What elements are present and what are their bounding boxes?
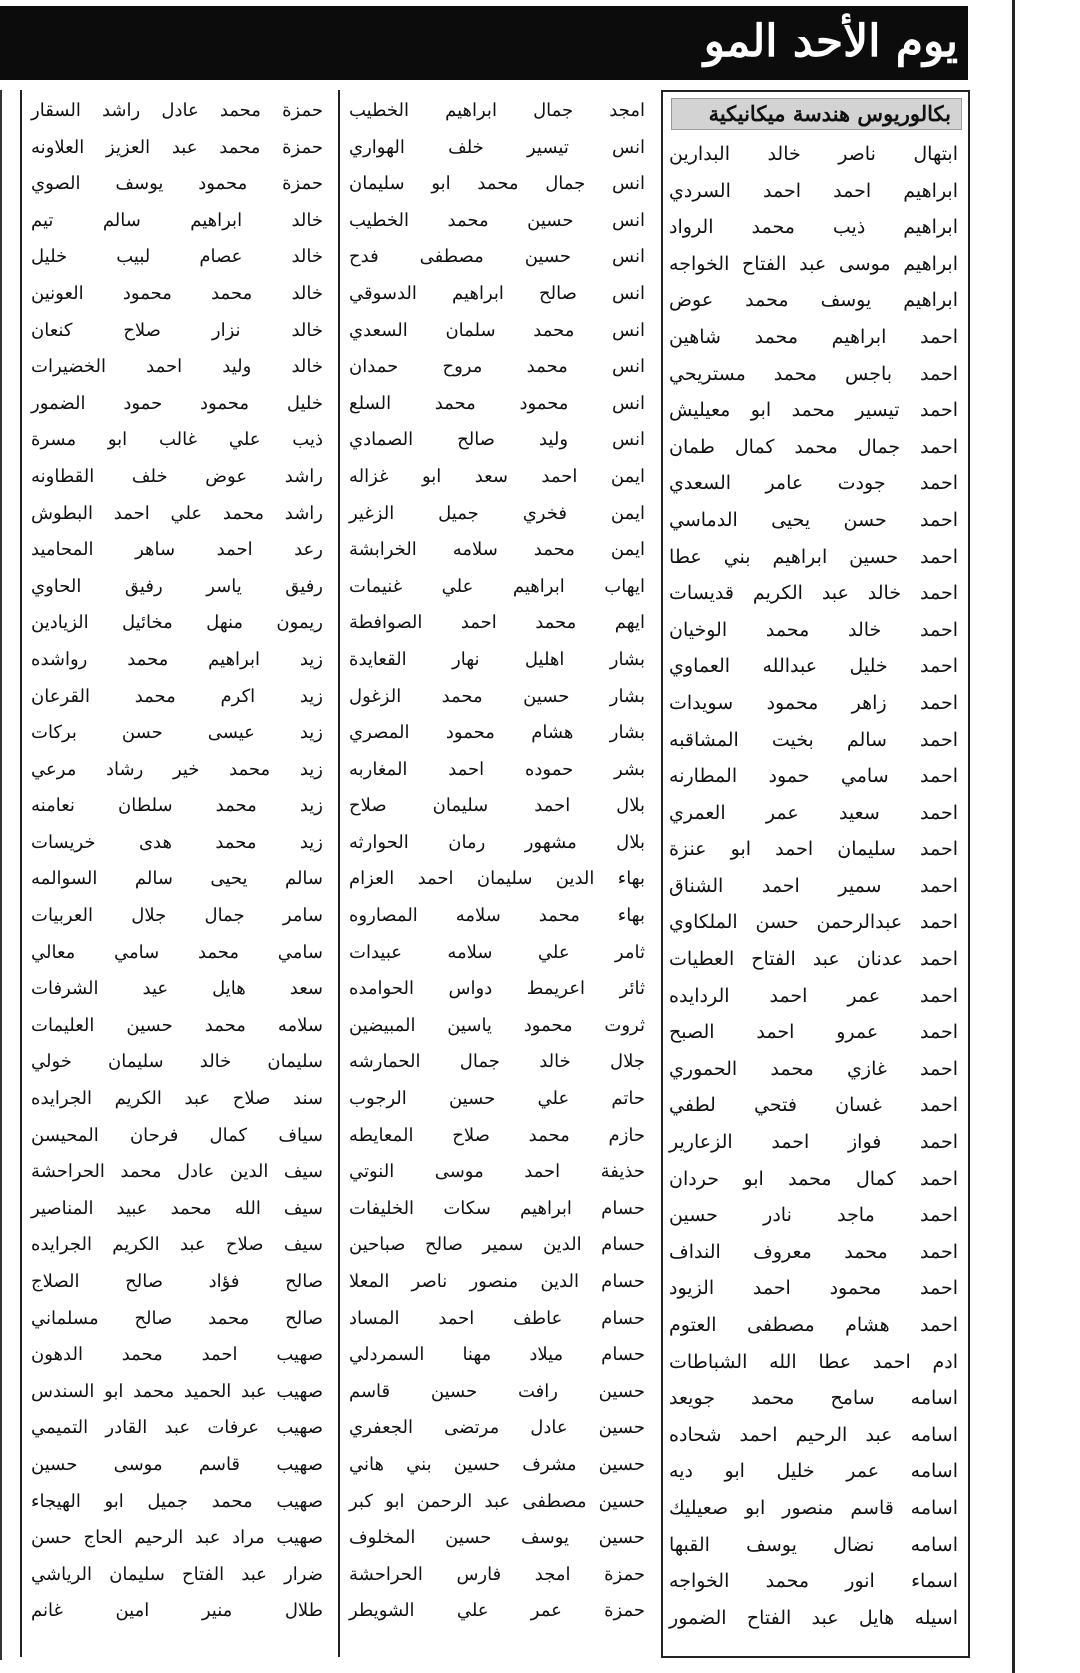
name-entry: اسامه سامح محمد جويعد (669, 1387, 958, 1410)
banner-title: يوم الأحد المو (703, 16, 958, 67)
name-entry: ثامر علي سلامه عبيدات (349, 941, 645, 963)
name-entry: احمد سالم بخيت المشاقبه (669, 728, 958, 751)
name-entry: انس حسين مصطفى فدح (349, 246, 645, 268)
name-entry: راشد محمد علي احمد البطوش (31, 502, 323, 524)
name-entry: حمزة عمر علي الشويطر (349, 1600, 645, 1622)
name-entry: احمد محمود احمد الزيود (669, 1277, 958, 1300)
name-entry: راشد عوض خلف القطاونه (31, 465, 323, 487)
name-entry: زيد محمد سلطان نعامنه (31, 795, 323, 817)
name-entry: سليمان خالد سليمان خولي (31, 1051, 323, 1073)
name-entry: حسين رافت حسين قاسم (349, 1380, 645, 1402)
name-entry: اسماء انور محمد الخواجه (669, 1570, 958, 1593)
name-entry: زيد محمد هدى خريسات (31, 831, 323, 853)
name-entry: اسامه عمر خليل ابو ديه (669, 1460, 958, 1483)
name-entry: بشار حسين محمد الزغول (349, 685, 645, 707)
name-entry: حسام ميلاد مهنا السمردلي (349, 1344, 645, 1366)
name-entry: سيف صلاح عبد الكريم الجرايده (31, 1234, 323, 1256)
name-entry: احمد كمال محمد ابو حردان (669, 1167, 958, 1190)
name-entry: صهيب عبد الحميد محمد ابو السندس (31, 1380, 323, 1402)
name-entry: ادم احمد عطا الله الشباطات (669, 1350, 958, 1373)
name-entry: سعد هايل عيد الشرفات (31, 978, 323, 1000)
name-entry: احمد خليل عبدالله العماوي (669, 655, 958, 678)
name-entry: احمد سمير احمد الشناق (669, 874, 958, 897)
left-edge-rule (0, 90, 2, 1660)
name-entry: امجد جمال ابراهيم الخطيب (349, 100, 645, 121)
name-entry: احمد عبدالرحمن حسن الملكاوي (669, 911, 958, 934)
name-entry: احمد عدنان عبد الفتاح العطيات (669, 948, 958, 971)
name-entry: زيد عيسى حسن بركات (31, 722, 323, 744)
name-entry: حازم محمد صلاح المعايطه (349, 1124, 645, 1146)
name-entry: حسام ابراهيم سكات الخليفات (349, 1197, 645, 1219)
name-entry: طلال منير امين غانم (31, 1600, 323, 1622)
name-entry: حسين مصطفى عبد الرحمن ابو كبر (349, 1490, 645, 1512)
name-entry: بهاء محمد سلامه المصاروه (349, 905, 645, 927)
name-entry: انس وليد صالح الصمادي (349, 429, 645, 451)
name-entry: حذيفة احمد موسى النوتي (349, 1161, 645, 1183)
names-list-3 (25, 93, 333, 1630)
name-entry: حسين يوسف حسين المخلوف (349, 1527, 645, 1549)
name-entry: انس جمال محمد ابو سليمان (349, 173, 645, 195)
name-entry: صهيب محمد جميل ابو الهيجاء (31, 1490, 323, 1512)
column-divider (20, 90, 22, 1657)
name-entry: صهيب احمد محمد الدهون (31, 1344, 323, 1366)
name-entry: حاتم علي حسين الرجوب (349, 1088, 645, 1110)
name-entry: احمد سليمان احمد ابو عنزة (669, 838, 958, 861)
name-entry: ثروت محمود ياسين المبيضين (349, 1014, 645, 1036)
name-entry: صالح فؤاد صالح الصلاج (31, 1271, 323, 1292)
name-entry: صهيب قاسم موسى حسين (31, 1453, 323, 1475)
name-entry: انس محمد مروح حمدان (349, 356, 645, 378)
name-entry: حمزة امجد فارس الحراحشة (349, 1563, 645, 1585)
name-entry: حسين عادل مرتضى الجعفري (349, 1417, 645, 1439)
name-entry: خالد ابراهيم سالم تيم (31, 209, 323, 231)
name-entry: سيف الله محمد عبيد المناصير (31, 1197, 323, 1219)
name-entry: اسيله هايل عبد الفتاح الضمور (669, 1606, 958, 1629)
name-entry: سند صلاح عبد الكريم الجرايده (31, 1088, 323, 1110)
names-column-1 (663, 92, 968, 1657)
name-entry: سياف كمال فرحان المحيسن (31, 1124, 323, 1146)
name-entry: ابراهيم ذيب محمد الرواد (669, 216, 958, 239)
name-entry: احمد عمرو احمد الصبح (669, 1021, 958, 1044)
name-entry: احمد جودت عامر السعدي (669, 472, 958, 495)
name-entry: سلامه محمد حسين العليمات (31, 1014, 323, 1036)
name-entry: زيد محمد خير رشاد مرعي (31, 758, 323, 780)
name-entry: زيد ابراهيم محمد رواشده (31, 648, 323, 670)
name-entry: احمد فواز احمد الزعارير (669, 1131, 958, 1154)
name-entry: صهيب مراد عبد الرحيم الحاج حسن (31, 1527, 323, 1549)
name-entry: احمد حسين ابراهيم بني عطا (669, 545, 958, 568)
name-entry: حمزة محمد عبد العزيز العلاونه (31, 136, 323, 158)
name-entry: خالد محمد محمود العونين (31, 282, 323, 304)
name-entry: احمد هشام مصطفى العتوم (669, 1314, 958, 1336)
name-entry: حسام الدين منصور ناصر المعلا (349, 1271, 645, 1292)
name-entry: ايهاب ابراهيم علي غنيمات (349, 575, 645, 597)
name-entry: بلال مشهور رمان الحوارثه (349, 831, 645, 853)
names-column-2 (343, 92, 655, 1657)
name-entry: صهيب عرفات عبد القادر التميمي (31, 1417, 323, 1439)
name-entry: ايمن فخري جميل الزغير (349, 502, 645, 524)
names-list-1 (663, 136, 968, 1636)
name-entry: ايهم محمد احمد الصوافطة (349, 612, 645, 634)
names-list-2 (343, 93, 655, 1630)
name-entry: اسامه عبد الرحيم احمد شحاده (669, 1423, 958, 1446)
name-entry: جلال خالد جمال الحمارشه (349, 1051, 645, 1073)
name-entry: صالح محمد صالح مسلماني (31, 1307, 323, 1329)
name-entry: بشار اهليل نهار القعايدة (349, 648, 645, 670)
name-entry: بهاء الدين سليمان احمد العزام (349, 868, 645, 890)
name-entry: احمد سعيد عمر العمري (669, 801, 958, 824)
name-entry: حسام الدين سمير صالح صباحين (349, 1234, 645, 1256)
name-entry: زيد اكرم محمد القرعان (31, 685, 323, 707)
name-entry: احمد زاهر محمود سويدات (669, 691, 958, 714)
name-entry: احمد تيسير محمد ابو معيليش (669, 399, 958, 422)
name-entry: حسام عاطف احمد المساد (349, 1307, 645, 1329)
name-entry: ابتهال ناصر خالد البدارين (669, 143, 958, 165)
name-entry: احمد خالد محمد الوخيان (669, 618, 958, 641)
name-entry: انس تيسير خلف الهواري (349, 136, 645, 158)
name-entry: ايمن احمد سعد ابو غزاله (349, 465, 645, 487)
name-entry: رعد احمد ساهر المحاميد (31, 539, 323, 561)
name-entry: سالم يحيى سالم السوالمه (31, 868, 323, 890)
name-entry: انس محمود محمد السلع (349, 392, 645, 414)
name-entry: احمد سامي حمود المطارنه (669, 765, 958, 788)
name-entry: ريمون منهل مخائيل الزيادين (31, 612, 323, 634)
name-entry: انس حسين محمد الخطيب (349, 209, 645, 231)
name-entry: ذيب علي غالب ابو مسرة (31, 429, 323, 451)
name-entry: احمد خالد عبد الكريم قديسات (669, 582, 958, 605)
name-entry: ضرار عبد الفتاح سليمان الرياشي (31, 1563, 323, 1585)
name-entry: خالد وليد احمد الخضيرات (31, 356, 323, 378)
name-entry: احمد غازي محمد الحموري (669, 1057, 958, 1080)
name-entry: احمد ابراهيم محمد شاهين (669, 325, 958, 348)
name-entry: خليل محمود حمود الضمور (31, 392, 323, 414)
name-entry: بشار هشام محمود المصري (349, 722, 645, 744)
name-entry: بلال احمد سليمان صلاح (349, 795, 645, 817)
name-entry: حسين مشرف حسين بني هاني (349, 1453, 645, 1475)
name-entry: بشر حموده احمد المغاربه (349, 758, 645, 780)
name-entry: انس صالح ابراهيم الدسوقي (349, 282, 645, 304)
name-entry: ابراهيم احمد احمد السردي (669, 179, 958, 202)
name-entry: احمد حسن يحيى الدماسي (669, 508, 958, 531)
name-entry: احمد ماجد نادر حسين (669, 1204, 958, 1227)
name-entry: اسامه نضال يوسف القبها (669, 1533, 958, 1556)
name-entry: احمد باجس محمد مستريحي (669, 362, 958, 385)
name-entry: ايمن محمد سلامه الخرابشة (349, 539, 645, 561)
name-entry: ثائر اعريمط دواس الحوامده (349, 978, 645, 1000)
name-entry: ابراهيم موسى عبد الفتاح الخواجه (669, 252, 958, 275)
name-entry: سامر جمال جلال العربيات (31, 905, 323, 927)
column-divider (338, 90, 340, 1657)
names-column-3 (25, 92, 333, 1657)
name-entry: خالد عصام لبيب خليل (31, 246, 323, 268)
section-heading: بكالوريوس هندسة ميكانيكية (671, 98, 962, 130)
page-edge-rule (1012, 0, 1015, 1673)
name-entry: سامي محمد سامي معالي (31, 941, 323, 963)
name-entry: حمزة محمود يوسف الصوي (31, 173, 323, 195)
name-entry: اسامه قاسم منصور ابو صعيليك (669, 1496, 958, 1519)
name-entry: احمد عمر احمد الردايده (669, 984, 958, 1007)
name-entry: سيف الدين عادل محمد الحراحشة (31, 1161, 323, 1183)
name-entry: انس محمد سلمان السعدي (349, 319, 645, 341)
name-entry: احمد جمال محمد كمال طمان (669, 435, 958, 458)
name-entry: ابراهيم يوسف محمد عوض (669, 289, 958, 312)
day-banner (0, 6, 968, 80)
name-entry: رفيق ياسر رفيق الحاوي (31, 575, 323, 597)
name-entry: حمزة محمد عادل راشد السقار (31, 100, 323, 121)
name-entry: احمد غسان فتحي لطفي (669, 1094, 958, 1117)
name-entry: احمد محمد معروف النداف (669, 1240, 958, 1263)
name-entry: خالد نزار صلاح كنعان (31, 319, 323, 341)
